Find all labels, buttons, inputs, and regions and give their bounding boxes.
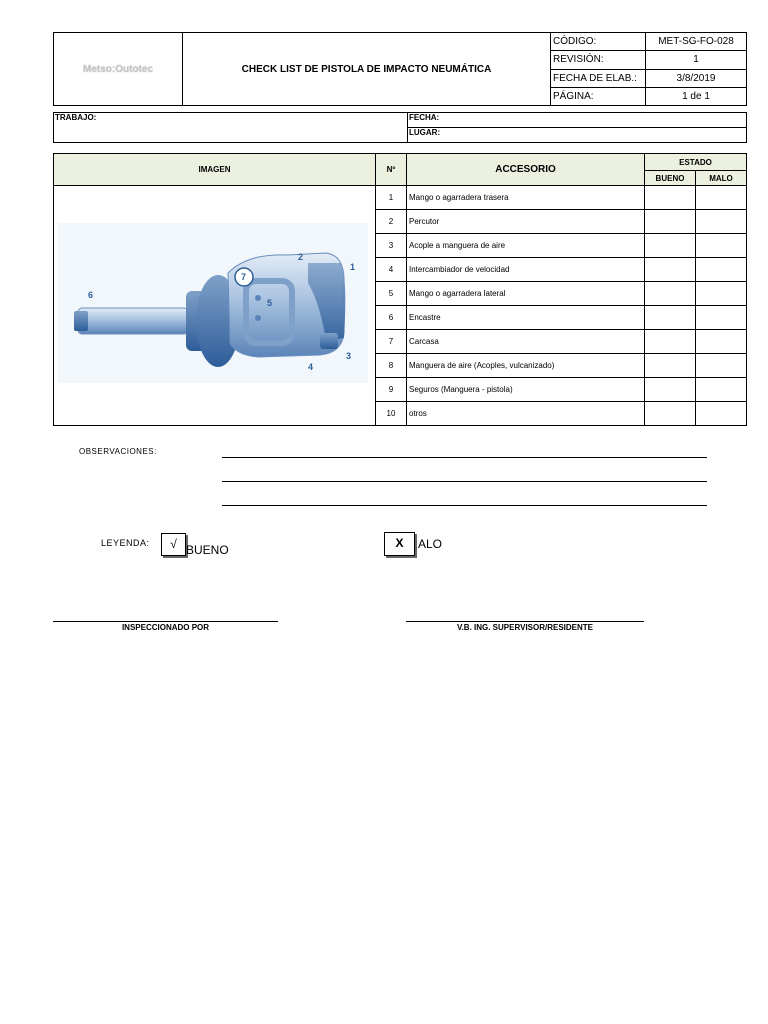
bad-checkbox-cell[interactable] <box>696 354 747 378</box>
company-logo: Metso:Outotec <box>54 33 183 106</box>
row-number: 4 <box>376 258 407 282</box>
elab-date-label: FECHA DE ELAB.: <box>551 69 646 87</box>
good-checkbox-cell[interactable] <box>645 378 696 402</box>
bad-checkbox-cell[interactable] <box>696 282 747 306</box>
row-number: 10 <box>376 402 407 426</box>
good-header: BUENO <box>645 171 696 186</box>
callout-1: 1 <box>350 262 356 272</box>
accessory-name: otros <box>407 402 645 426</box>
header-table <box>53 32 747 106</box>
fecha-label: FECHA: <box>409 113 440 122</box>
accessory-name: Acople a manguera de aire <box>407 234 645 258</box>
legend-bad-symbol: X <box>384 532 415 556</box>
code-value: MET-SG-FO-028 <box>646 33 747 51</box>
good-checkbox-cell[interactable] <box>645 186 696 210</box>
row-number: 9 <box>376 378 407 402</box>
legend-good-symbol: √ <box>161 533 186 556</box>
accessory-name: Mango o agarradera lateral <box>407 282 645 306</box>
accessory-name: Percutor <box>407 210 645 234</box>
accessory-name: Intercambiador de velocidad <box>407 258 645 282</box>
accessory-name: Carcasa <box>407 330 645 354</box>
row-number: 7 <box>376 330 407 354</box>
callout-5: 5 <box>267 298 273 308</box>
legend-good-text: BUENO <box>186 543 229 557</box>
status-header: ESTADO <box>645 154 747 171</box>
row-number: 1 <box>376 186 407 210</box>
bad-checkbox-cell[interactable] <box>696 234 747 258</box>
callout-4: 4 <box>308 362 314 372</box>
bad-checkbox-cell[interactable] <box>696 258 747 282</box>
fecha-field[interactable] <box>408 113 747 128</box>
page-value: 1 de 1 <box>646 87 747 105</box>
callout-6: 6 <box>88 290 94 300</box>
observation-line-2[interactable] <box>222 481 707 482</box>
legend-label: LEYENDA: <box>101 538 150 548</box>
supervisor-signature-line[interactable] <box>406 621 644 622</box>
accessory-name: Manguera de aire (Acoples, vulcanizado) <box>407 354 645 378</box>
page-label: PÁGINA: <box>551 87 646 105</box>
elab-date-value: 3/8/2019 <box>646 69 747 87</box>
observation-line-3[interactable] <box>222 505 707 506</box>
number-header: Nº <box>376 154 407 186</box>
observations-label: OBSERVACIONES: <box>79 447 157 456</box>
row-number: 3 <box>376 234 407 258</box>
row-number: 8 <box>376 354 407 378</box>
good-checkbox-cell[interactable] <box>645 330 696 354</box>
bad-header: MALO <box>696 171 747 186</box>
good-checkbox-cell[interactable] <box>645 258 696 282</box>
bad-checkbox-cell[interactable] <box>696 210 747 234</box>
document-title: CHECK LIST DE PISTOLA DE IMPACTO NEUMÁTICA <box>183 33 551 106</box>
bad-checkbox-cell[interactable] <box>696 306 747 330</box>
bad-checkbox-cell[interactable] <box>696 402 747 426</box>
inspector-signature-line[interactable] <box>53 621 278 622</box>
inspector-signature-label: INSPECCIONADO POR <box>121 623 210 632</box>
accessory-name: Seguros (Manguera - pistola) <box>407 378 645 402</box>
good-checkbox-cell[interactable] <box>645 282 696 306</box>
revision-value: 1 <box>646 51 747 69</box>
good-checkbox-cell[interactable] <box>645 210 696 234</box>
good-checkbox-cell[interactable] <box>645 234 696 258</box>
table-row <box>54 186 747 210</box>
accessory-name: Mango o agarradera trasera <box>407 186 645 210</box>
bad-checkbox-cell[interactable] <box>696 330 747 354</box>
good-checkbox-cell[interactable] <box>645 354 696 378</box>
legend-bad-text: ALO <box>418 537 443 551</box>
row-number: 5 <box>376 282 407 306</box>
trabajo-label: TRABAJO: <box>55 113 97 122</box>
bad-checkbox-cell[interactable] <box>696 186 747 210</box>
revision-label: REVISIÓN: <box>551 51 646 69</box>
impact-wrench-illustration <box>58 223 368 383</box>
good-checkbox-cell[interactable] <box>645 402 696 426</box>
accessory-name: Encastre <box>407 306 645 330</box>
code-label: CÓDIGO: <box>551 33 646 51</box>
callout-7: 7 <box>241 272 247 282</box>
callout-3: 3 <box>346 351 352 361</box>
callout-2: 2 <box>298 252 304 262</box>
lugar-field[interactable] <box>408 128 747 143</box>
accessory-header: ACCESORIO <box>407 154 645 186</box>
job-info-table <box>53 112 747 143</box>
row-number: 2 <box>376 210 407 234</box>
supervisor-signature-label: V.B. ING. SUPERVISOR/RESIDENTE <box>456 623 594 632</box>
row-number: 6 <box>376 306 407 330</box>
observation-line-1[interactable] <box>222 457 707 458</box>
lugar-label: LUGAR: <box>409 128 441 137</box>
trabajo-field[interactable] <box>54 113 408 143</box>
image-header: IMAGEN <box>54 154 376 186</box>
bad-checkbox-cell[interactable] <box>696 378 747 402</box>
good-checkbox-cell[interactable] <box>645 306 696 330</box>
